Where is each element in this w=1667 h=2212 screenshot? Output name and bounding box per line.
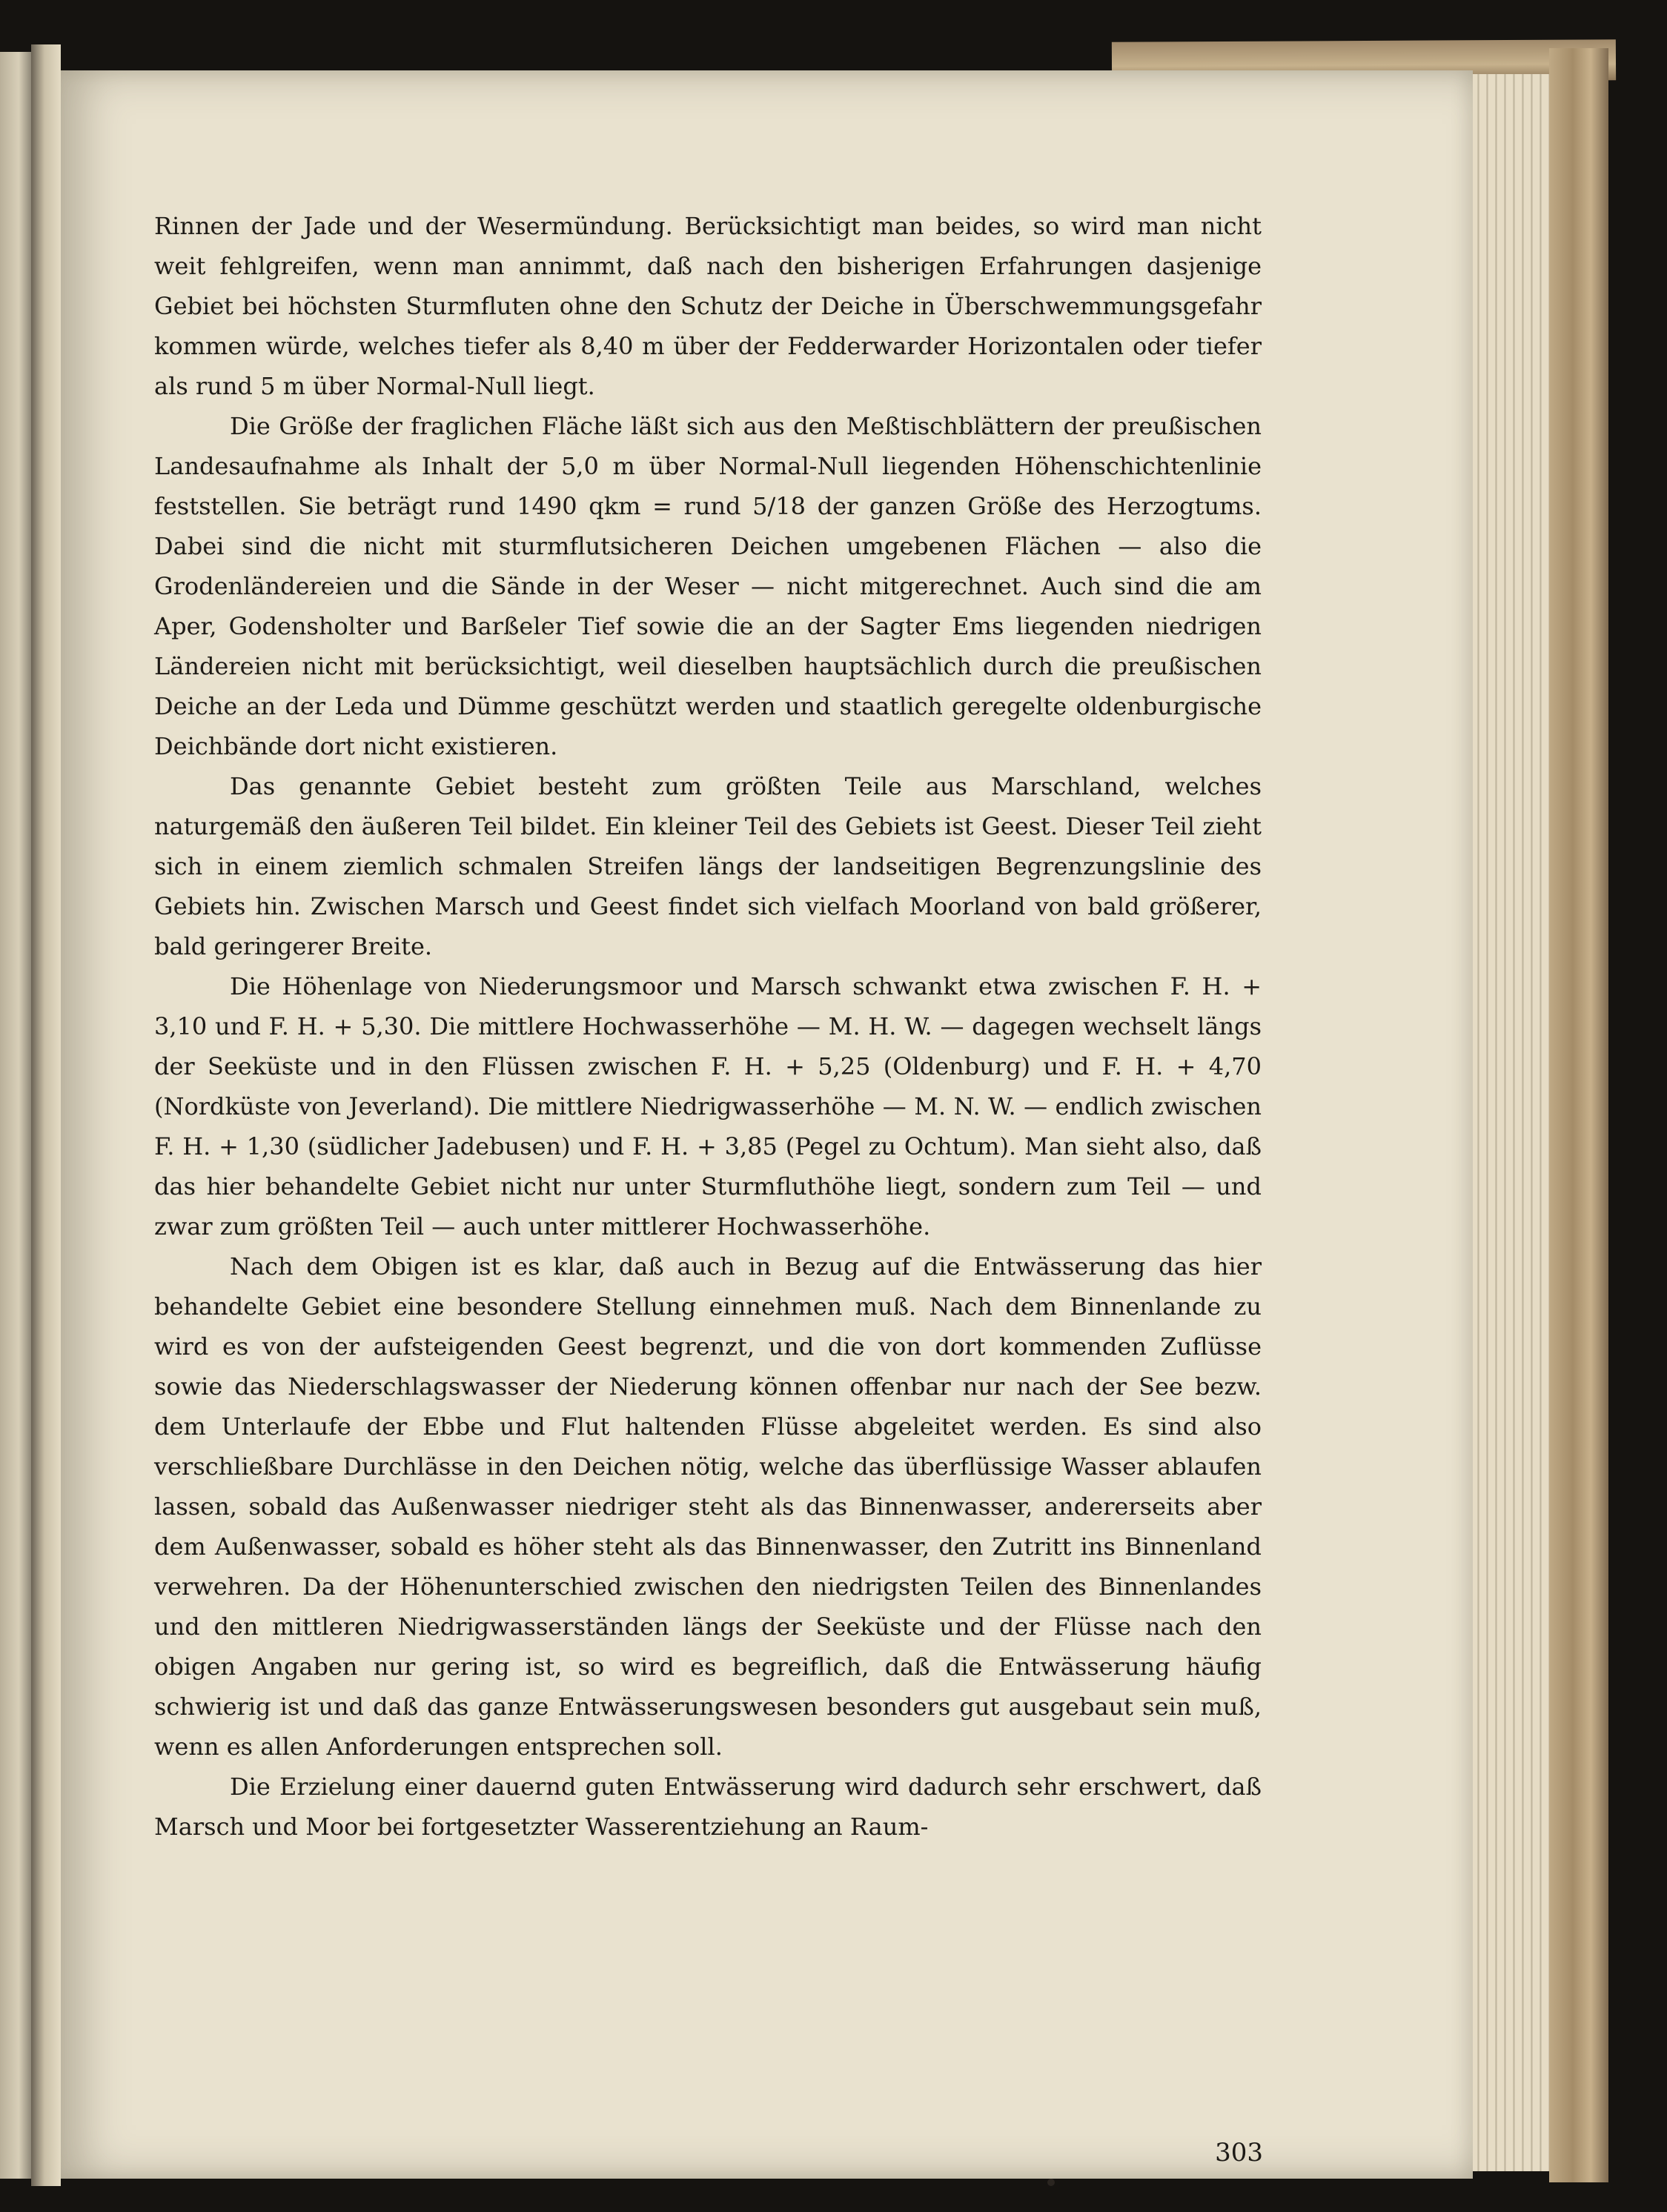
- paragraph: Das genannte Gebiet besteht zum größten Teile aus Marschland, welches naturgemäß den äußeren Teil bildet. Ein kleiner Teil des Gebiets ist Geest. Dieser Teil zieht sich in einem ziemlich schmalen Streifen längs der landseitigen Begrenzungslinie des Gebiets hin. Zwischen Marsch und Geest findet sich vielfach Moorland von bald größerer, bald geringerer Breite.: [154, 772, 1262, 960]
- body-text: [154, 206, 1262, 1847]
- left-page-edge: [0, 52, 31, 2179]
- paragraph: Die Erzielung einer dauernd guten Entwässerung wird dadurch sehr erschwert, daß Marsch und Moor bei fortgesetzter Wasserentziehung an Raum-: [154, 1773, 1262, 1841]
- book-cover-right-edge: [1549, 48, 1608, 2182]
- page-number: 303: [1215, 2138, 1263, 2168]
- paragraph: Rinnen der Jade und der Wesermündung. Berücksichtigt man beides, so wird man nicht weit fehlgreifen, wenn man annimmt, daß nach den bisherigen Erfahrungen dasjenige Gebiet bei höchsten Sturmfluten ohne den Schutz der Deiche in Überschwemmungsgefahr kommen würde, welches tiefer als 8,40 m über der Fedderwarder Horizontalen oder tiefer als rund 5 m über Normal-Null liegt.: [154, 212, 1262, 400]
- book-spine: [31, 44, 61, 2186]
- paragraph: Die Größe der fraglichen Fläche läßt sich aus den Meßtischblättern der preußischen Landesaufnahme als Inhalt der 5,0 m über Normal-Null liegenden Höhenschichtenlinie feststellen. Sie beträgt rund 1490 qkm = rund 5/18 der ganzen Größe des Herzogtums. Dabei sind die nicht mit sturmflutsicheren Deichen umgebenen Flächen — also die Grodenländereien und die Sände in der Weser — nicht mitgerechnet. Auch sind die am Aper, Godensholter und Barßeler Tief sowie die an der Sagter Ems liegenden niedrigen Ländereien nicht mit berücksichtigt, weil dieselben hauptsächlich durch die preußischen Deiche an der Leda und Dümme geschützt werden und staatlich geregelte oldenburgische Deichbände dort nicht existieren.: [154, 412, 1262, 760]
- book-page: [61, 70, 1473, 2179]
- paragraph: Die Höhenlage von Niederungsmoor und Marsch schwankt etwa zwischen F. H. + 3,10 und F. H. + 5,30. Die mittlere Hochwasserhöhe — M. H. W. — dagegen wechselt längs der Seeküste und in den Flüssen zwischen F. H. + 5,25 (Oldenburg) und F. H. + 4,70 (Nordküste von Jeverland). Die mittlere Niedrigwasserhöhe — M. N. W. — endlich zwischen F. H. + 1,30 (südlicher Jadebusen) und F. H. + 3,85 (Pegel zu Ochtum). Man sieht also, daß das hier behandelte Gebiet nicht nur unter Sturmfluthöhe liegt, sondern zum Teil — und zwar zum größten Teil — auch unter mittlerer Hochwasserhöhe.: [154, 972, 1262, 1240]
- ink-dot: [1047, 2179, 1055, 2186]
- paragraph: Nach dem Obigen ist es klar, daß auch in Bezug auf die Entwässerung das hier behandelte Gebiet eine besondere Stellung einnehmen muß. Nach dem Binnenlande zu wird es von der aufsteigenden Geest begrenzt, und die von dort kommenden Zuflüsse sowie das Niederschlagswasser der Niederung können offenbar nur nach der See bezw. dem Unterlaufe der Ebbe und Flut haltenden Flüsse abgeleitet werden. Es sind also verschließbare Durchlässe in den Deichen nötig, welche das überflüssige Wasser ablaufen lassen, sobald das Außenwasser niedriger steht als das Binnenwasser, andererseits aber dem Außenwasser, sobald es höher steht als das Binnenwasser, den Zutritt ins Binnenland verwehren. Da der Höhenunterschied zwischen den niedrigsten Teilen des Binnenlandes und den mittleren Niedrigwasserständen längs der Seeküste und der Flüsse nach den obigen Angaben nur gering ist, so wird es begreiflich, daß die Entwässerung häufig schwierig ist und daß das ganze Entwässerungswesen besonders gut ausgebaut sein muß, wenn es allen Anforderungen entsprechen soll.: [154, 1252, 1262, 1761]
